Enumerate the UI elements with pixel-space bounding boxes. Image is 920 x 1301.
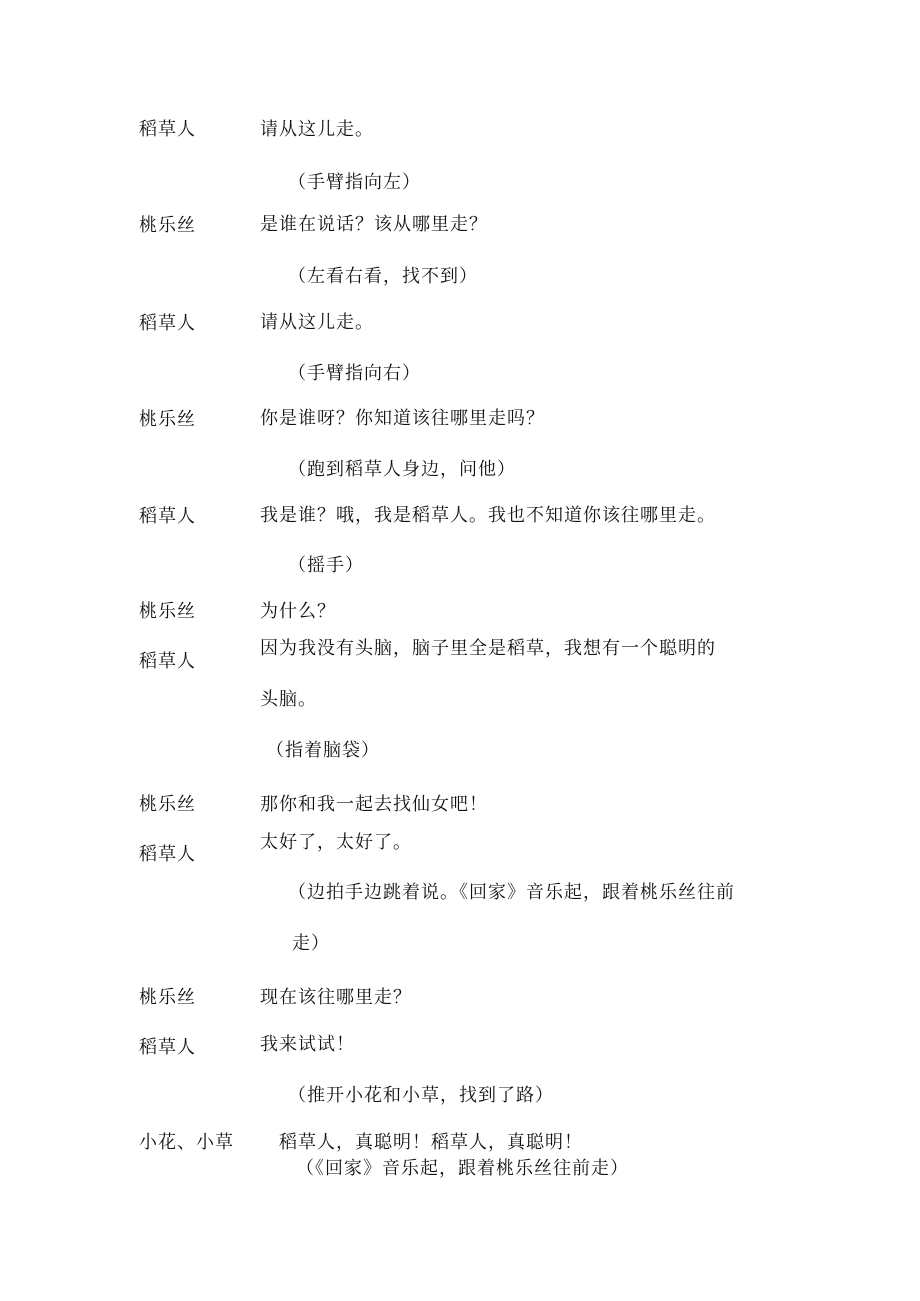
dialogue-line: 那你和我一起去找仙女吧！ bbox=[260, 794, 488, 815]
stage-direction: （手臂指向右） bbox=[288, 363, 421, 384]
dialogue-line: 请从这儿走。 bbox=[260, 312, 374, 333]
dialogue-line: 是谁在说话？该从哪里走？ bbox=[260, 214, 488, 235]
speaker-scarecrow: 稻草人 bbox=[139, 119, 196, 140]
speaker-dorothy: 桃乐丝 bbox=[139, 215, 196, 236]
speaker-scarecrow: 稻草人 bbox=[139, 313, 196, 334]
stage-direction: （推开小花和小草，找到了路） bbox=[288, 1085, 554, 1106]
speaker-scarecrow: 稻草人 bbox=[139, 506, 196, 527]
stage-direction: （《回家》音乐起，跟着桃乐丝往前走） bbox=[296, 1158, 629, 1179]
stage-direction: （指着脑袋） bbox=[266, 740, 380, 761]
speaker-scarecrow: 稻草人 bbox=[139, 844, 196, 865]
dialogue-line: 稻草人，真聪明！稻草人，真聪明！ bbox=[279, 1132, 583, 1153]
dialogue-line: 你是谁呀？你知道该往哪里走吗？ bbox=[260, 408, 545, 429]
dialogue-line: 我来试试！ bbox=[260, 1034, 355, 1055]
dialogue-line: 我是谁？哦，我是稻草人。我也不知道你该往哪里走。 bbox=[260, 505, 716, 526]
stage-direction: （边拍手边跳着说。《回家》音乐起，跟着桃乐丝往前 bbox=[288, 882, 735, 903]
speaker-dorothy: 桃乐丝 bbox=[139, 794, 196, 815]
dialogue-line-continued: 头脑。 bbox=[260, 689, 317, 710]
speaker-flowers-grass: 小花、小草 bbox=[139, 1132, 234, 1153]
speaker-dorothy: 桃乐丝 bbox=[139, 601, 196, 622]
dialogue-line: 太好了，太好了。 bbox=[260, 832, 412, 853]
stage-direction: （左看右看，找不到） bbox=[288, 266, 478, 287]
speaker-dorothy: 桃乐丝 bbox=[139, 987, 196, 1008]
stage-direction-continued: 走） bbox=[292, 933, 330, 954]
dialogue-line: 现在该往哪里走？ bbox=[260, 987, 412, 1008]
stage-direction: （手臂指向左） bbox=[288, 172, 421, 193]
speaker-dorothy: 桃乐丝 bbox=[139, 409, 196, 430]
stage-direction: （跑到稻草人身边，问他） bbox=[288, 459, 516, 480]
dialogue-line: 请从这儿走。 bbox=[260, 119, 374, 140]
dialogue-line: 为什么？ bbox=[260, 601, 336, 622]
dialogue-line: 因为我没有头脑，脑子里全是稻草，我想有一个聪明的 bbox=[260, 638, 716, 659]
speaker-scarecrow: 稻草人 bbox=[139, 651, 196, 672]
speaker-scarecrow: 稻草人 bbox=[139, 1037, 196, 1058]
stage-direction: （摇手） bbox=[288, 555, 364, 576]
